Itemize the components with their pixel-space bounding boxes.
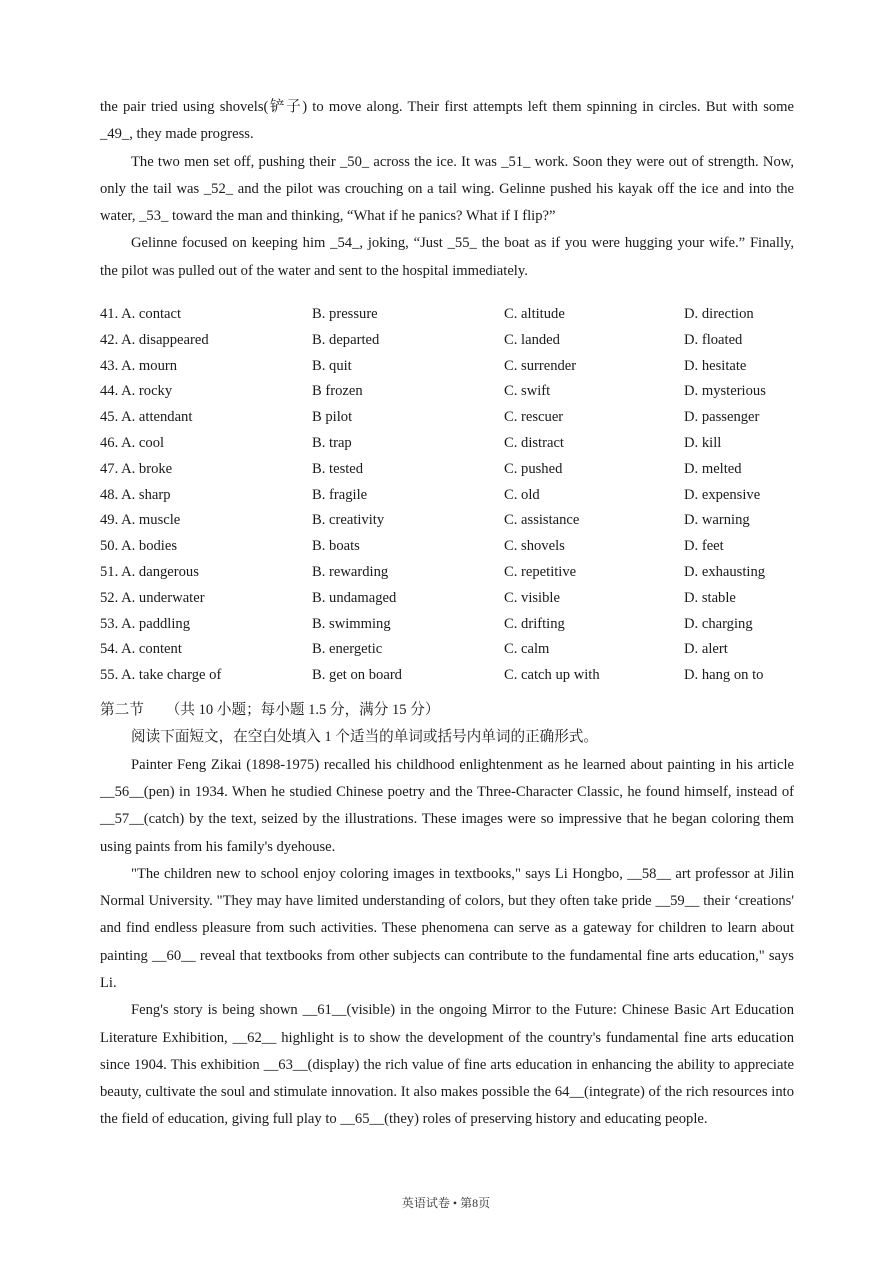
option-d: D. passenger xyxy=(684,409,760,426)
page-footer: 英语试卷 • 第8页 xyxy=(401,1196,491,1210)
option-a: 44. A. rocky xyxy=(100,383,173,400)
option-c: C. repetitive xyxy=(504,564,577,581)
option-b: B. get on board xyxy=(312,667,402,684)
option-c: C. landed xyxy=(504,331,560,348)
option-a: 45. A. attendant xyxy=(100,409,193,426)
option-d: D. direction xyxy=(684,306,754,323)
option-a: 46. A. cool xyxy=(100,435,165,452)
section-subtitle: （共 10 小题；每小题 1.5 分，满分 15 分） xyxy=(165,702,440,719)
cloze-passage xyxy=(100,94,794,285)
passage-paragraph: the pair tried using shovels(铲子) to move along. Their first attempts left them spinning in circles. But with some _49_, they made progress. xyxy=(100,99,794,143)
section-heading xyxy=(100,697,794,724)
option-c: C. distract xyxy=(504,435,564,452)
section-two xyxy=(100,697,794,1134)
option-c: C. surrender xyxy=(504,357,577,374)
passage-paragraph: The two men set off, pushing their _50_ across the ice. It was _51_ work. Soon they were out of strength. Now, only the tail was _52_ and the pilot was crouching on a tail wing. Gelinne pushed his kayak off the ice and into the water, _53_ toward the man and thinking, “What if he panics? What if I flip?” xyxy=(100,153,794,225)
option-d: D. melted xyxy=(684,460,742,477)
option-c: C. altitude xyxy=(504,306,565,323)
passage-paragraph: Feng's story is being shown __61__(visible) in the ongoing Mirror to the Future: Chinese Basic Art Education Literature Exhibition, __62__ highlight is to show the development of the country's fundamental fine arts education since 1904. This exhibition __63__(display) the rich value of fine arts education in enhancing the ability to appreciate beauty, cultivate the soul and stimulate innovation. It also makes possible the 64__(integrate) of the rich resources into the field of education, giving full play to __65__(they) roles of preserving history and educating people. xyxy=(100,1002,794,1128)
option-b: B. creativity xyxy=(312,512,385,529)
option-row xyxy=(100,560,794,586)
option-d: D. warning xyxy=(684,512,750,529)
option-d: D. stable xyxy=(684,589,736,606)
option-a: 49. A. muscle xyxy=(100,512,181,529)
option-a: 42. A. disappeared xyxy=(100,331,209,348)
option-a: 53. A. paddling xyxy=(100,615,190,632)
option-b: B frozen xyxy=(312,383,363,400)
option-row xyxy=(100,483,794,509)
option-row xyxy=(100,612,794,638)
option-a: 48. A. sharp xyxy=(100,486,171,503)
option-b: B. swimming xyxy=(312,615,391,632)
option-d: D. floated xyxy=(684,331,743,348)
option-b: B. trap xyxy=(312,435,352,452)
option-a: 51. A. dangerous xyxy=(100,564,199,581)
exam-page xyxy=(100,94,794,1134)
option-d: D. feet xyxy=(684,538,724,555)
passage-paragraph: Painter Feng Zikai (1898-1975) recalled his childhood enlightenment as he learned about painting in his article __56__(pen) in 1934. When he studied Chinese poetry and the Three-Character Classic, he found himself, instead of __57__(catch) by the text, seized by the illustrations. These images were so impressive that he began coloring them using paints from his family's dyehouse. xyxy=(100,756,794,855)
option-c: C. pushed xyxy=(504,460,563,477)
option-row xyxy=(100,508,794,534)
option-d: D. charging xyxy=(684,615,753,632)
option-row xyxy=(100,637,794,663)
option-a: 41. A. contact xyxy=(100,306,182,323)
option-row xyxy=(100,328,794,354)
option-row xyxy=(100,663,794,689)
passage-paragraph: "The children new to school enjoy coloring images in textbooks," says Li Hongbo, __58__ art professor at Jilin Normal University. "They may have limited understanding of colors, but they often take pride __59__ their ‘creations' and find endless pleasure from such activities. These phenomena can serve as a gateway for children to learn about painting __60__ reveal that textbooks from other subjects can contribute to the fundamental fine arts education," says Li. xyxy=(100,865,794,991)
option-b: B. pressure xyxy=(312,306,378,323)
option-row xyxy=(100,586,794,612)
option-d: D. hang on to xyxy=(684,667,764,684)
option-a: 55. A. take charge of xyxy=(100,667,222,684)
option-row xyxy=(100,431,794,457)
option-row xyxy=(100,302,794,328)
option-a: 54. A. content xyxy=(100,641,182,658)
option-d: D. expensive xyxy=(684,486,761,503)
option-c: C. assistance xyxy=(504,512,580,529)
option-row xyxy=(100,405,794,431)
option-a: 52. A. underwater xyxy=(100,589,205,606)
option-row xyxy=(100,534,794,560)
option-b: B. boats xyxy=(312,538,360,555)
section-title: 第二节 xyxy=(100,702,144,719)
option-b: B pilot xyxy=(312,409,353,426)
option-d: D. alert xyxy=(684,641,728,658)
option-a: 50. A. bodies xyxy=(100,538,178,555)
option-d: D. hesitate xyxy=(684,357,747,374)
option-c: C. shovels xyxy=(504,538,565,555)
passage-paragraph: Gelinne focused on keeping him _54_, joking, “Just _55_ the boat as if you were hugging your wife.” Finally, the pilot was pulled out of the water and sent to the hospital immediately. xyxy=(100,235,794,279)
option-d: D. mysterious xyxy=(684,383,766,400)
option-a: 43. A. mourn xyxy=(100,357,178,374)
option-b: B. tested xyxy=(312,460,364,477)
option-b: B. departed xyxy=(312,331,380,348)
option-c: C. catch up with xyxy=(504,667,600,684)
option-row xyxy=(100,457,794,483)
option-b: B. energetic xyxy=(312,641,383,658)
option-c: C. swift xyxy=(504,383,551,400)
option-row xyxy=(100,354,794,380)
option-d: D. kill xyxy=(684,435,722,452)
option-b: B. fragile xyxy=(312,486,368,503)
option-c: C. visible xyxy=(504,589,560,606)
answer-options-table xyxy=(100,302,794,689)
option-d: D. exhausting xyxy=(684,564,766,581)
section-instruction: 阅读下面短文，在空白处填入 1 个适当的单词或括号内单词的正确形式。 xyxy=(131,729,599,746)
option-row xyxy=(100,379,794,405)
option-b: B. quit xyxy=(312,357,352,374)
option-c: C. old xyxy=(504,486,540,503)
option-c: C. drifting xyxy=(504,615,565,632)
option-c: C. rescuer xyxy=(504,409,564,426)
option-a: 47. A. broke xyxy=(100,460,173,477)
option-b: B. undamaged xyxy=(312,589,397,606)
option-c: C. calm xyxy=(504,641,550,658)
option-b: B. rewarding xyxy=(312,564,389,581)
